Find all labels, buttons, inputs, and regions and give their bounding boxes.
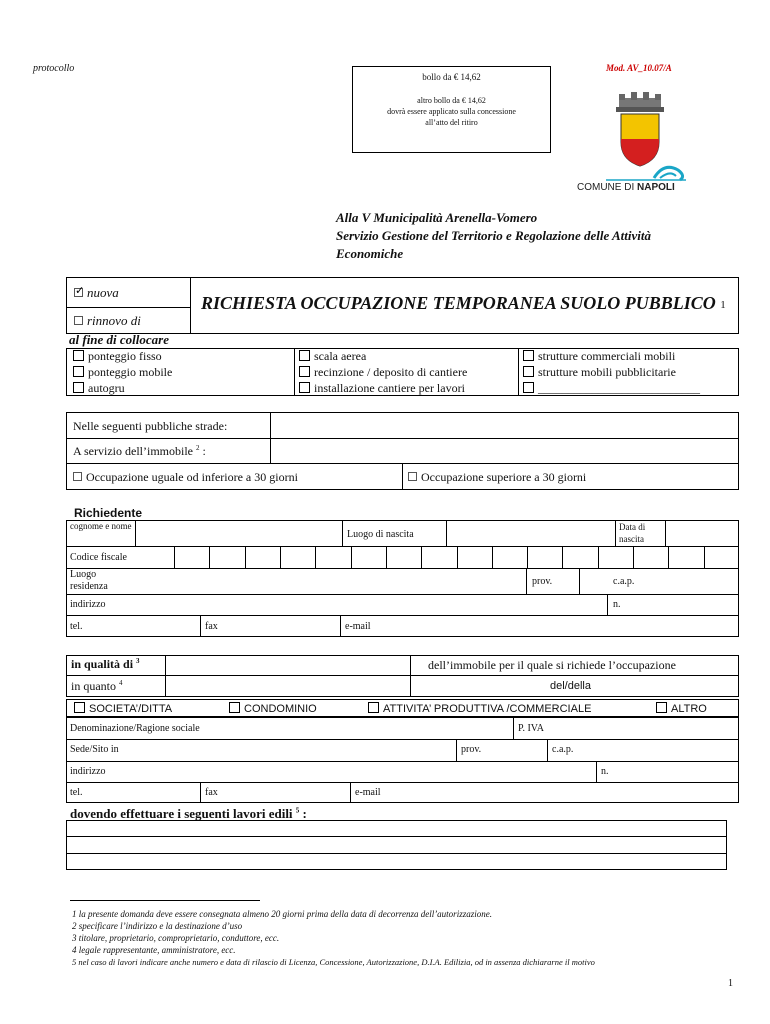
cf-cell-divider xyxy=(174,546,175,568)
option-label: ATTIVITA’ PRODUTTIVA /COMMERCIALE xyxy=(383,703,592,715)
strade-label: Nelle seguenti pubbliche strade: xyxy=(73,419,228,433)
divider xyxy=(615,520,616,546)
option-label: strutture commerciali mobili xyxy=(538,349,676,363)
divider xyxy=(66,568,739,569)
strade-input[interactable] xyxy=(272,414,736,436)
cf-cell-divider xyxy=(280,546,281,568)
cf-cell-divider xyxy=(209,546,210,568)
divider xyxy=(190,277,191,334)
sede-label: Sede/Sito in xyxy=(70,744,119,755)
footnote-separator xyxy=(70,900,260,901)
divider xyxy=(66,675,739,676)
coat-of-arms-icon xyxy=(576,92,700,196)
option-altro-blank[interactable] xyxy=(523,380,700,396)
divider xyxy=(410,655,411,697)
divider xyxy=(607,594,608,615)
cf-cell-divider xyxy=(668,546,669,568)
stamp-line-2: altro bollo da € 14,62 xyxy=(417,96,486,105)
checkbox-icon[interactable] xyxy=(299,350,310,361)
page-title xyxy=(201,293,726,314)
divider xyxy=(294,348,295,396)
option-label: scala aerea xyxy=(314,349,367,363)
collocare-col-3 xyxy=(523,348,700,396)
logo-text: COMUNE DI NAPOLI xyxy=(577,182,675,193)
in-qualita-label xyxy=(71,657,140,672)
divider xyxy=(66,438,739,439)
option-nuova[interactable] xyxy=(74,285,119,301)
sede-fax-label: fax xyxy=(205,787,218,798)
checkbox-icon[interactable] xyxy=(229,702,240,713)
option-label: Occupazione superiore a 30 giorni xyxy=(421,470,587,484)
page-title-text: RICHIESTA OCCUPAZIONE TEMPORANEA SUOLO PUBBLICO xyxy=(201,293,716,313)
divider xyxy=(66,615,739,616)
divider xyxy=(200,782,201,803)
divider xyxy=(526,568,527,594)
divider xyxy=(665,520,666,546)
protocollo-label: protocollo xyxy=(33,63,75,74)
stamp-line-1: bollo da € 14,62 xyxy=(422,72,481,82)
divider xyxy=(402,463,403,490)
recipient-line-3: Economiche xyxy=(336,246,404,261)
option-societa-ditta[interactable] xyxy=(74,702,172,715)
immobile-input[interactable] xyxy=(272,440,736,461)
checkbox-icon[interactable] xyxy=(656,702,667,713)
divider xyxy=(270,412,271,463)
option-attivita-produttiva[interactable] xyxy=(368,702,591,715)
cf-cell-divider xyxy=(562,546,563,568)
divider xyxy=(66,836,727,837)
data-nascita-label: Data di nascita xyxy=(619,522,646,544)
divider xyxy=(66,594,739,595)
option-rinnovo[interactable] xyxy=(74,313,141,329)
divider xyxy=(596,761,597,782)
option-rinnovo-label: rinnovo di xyxy=(87,313,141,328)
indirizzo-label: indirizzo xyxy=(70,599,106,610)
checkbox-icon[interactable] xyxy=(523,382,534,393)
checkbox-icon[interactable] xyxy=(74,316,83,325)
cap-label: c.a.p. xyxy=(613,576,635,587)
divider xyxy=(66,307,190,308)
cf-cell-divider xyxy=(457,546,458,568)
checkbox-icon[interactable] xyxy=(523,366,534,377)
cf-cell-divider xyxy=(492,546,493,568)
data-nascita-input[interactable] xyxy=(667,522,737,544)
footnote-ref: 4 xyxy=(119,679,123,687)
luogo-residenza-input[interactable] xyxy=(124,570,524,592)
checkbox-icon[interactable] xyxy=(73,350,84,361)
sede-indirizzo-label: indirizzo xyxy=(70,766,106,777)
divider xyxy=(342,520,343,546)
sede-email-label: e-mail xyxy=(355,787,381,798)
option-nuova-label: nuova xyxy=(87,285,119,300)
checkbox-icon[interactable] xyxy=(73,382,84,393)
sede-cap-label: c.a.p. xyxy=(552,744,574,755)
divider xyxy=(66,761,739,762)
del-della-label: del/della xyxy=(550,680,591,692)
option-label: ALTRO xyxy=(671,703,707,715)
option-label: ponteggio fisso xyxy=(88,349,162,363)
checkbox-checked-icon[interactable] xyxy=(74,288,83,297)
revenue-stamp-box xyxy=(352,66,551,153)
luogo-nascita-label: Luogo di nascita xyxy=(347,529,414,540)
in-quanto-label xyxy=(71,679,123,694)
divider xyxy=(66,853,727,854)
in-quanto-input[interactable] xyxy=(167,677,408,695)
richiedente-heading: Richiedente xyxy=(74,506,143,520)
option-installazione-cantiere[interactable] xyxy=(299,380,467,396)
recipient-line-1: Alla V Municipalità Arenella-Vomero xyxy=(336,210,538,225)
option-label: CONDOMINIO xyxy=(244,703,317,715)
option-label: installazione cantiere per lavori xyxy=(314,381,465,395)
divider xyxy=(350,782,351,803)
footnote-4: 4 legale rappresentante, amministratore, ecc. xyxy=(72,945,236,955)
cf-cell-divider xyxy=(351,546,352,568)
recipient-address xyxy=(336,209,651,263)
cf-cell-divider xyxy=(633,546,634,568)
option-blank-line: ___________________________ xyxy=(538,381,700,395)
denominazione-label: Denominazione/Ragione sociale xyxy=(70,723,200,734)
checkbox-icon[interactable] xyxy=(408,472,417,481)
footnote-2: 2 specificare l’indirizzo e la destinazione d’uso xyxy=(72,921,243,931)
in-qualita-text: in qualità di xyxy=(71,657,134,671)
sede-tel-label: tel. xyxy=(70,787,83,798)
checkbox-icon[interactable] xyxy=(73,472,82,481)
prov-label: prov. xyxy=(532,576,553,587)
collocare-col-2 xyxy=(299,348,467,396)
checkbox-icon[interactable] xyxy=(299,382,310,393)
immobile-label xyxy=(73,444,206,459)
divider xyxy=(66,782,739,783)
email-label: e-mail xyxy=(345,621,371,632)
indirizzo-input[interactable] xyxy=(115,596,605,614)
checkbox-icon[interactable] xyxy=(299,366,310,377)
codice-fiscale-label: Codice fiscale xyxy=(70,552,127,563)
cf-cell-divider xyxy=(315,546,316,568)
sede-prov-label: prov. xyxy=(461,744,482,755)
recipient-line-2: Servizio Gestione del Territorio e Regolazione delle Attività xyxy=(336,228,651,243)
divider xyxy=(446,520,447,546)
luogo-nascita-input[interactable] xyxy=(448,522,613,544)
footnotes xyxy=(72,908,742,968)
checkbox-icon[interactable] xyxy=(368,702,379,713)
immobile-label-text: A servizio dell’immobile xyxy=(73,444,193,458)
checkbox-icon[interactable] xyxy=(74,702,85,713)
in-quanto-text: in quanto xyxy=(71,679,116,693)
option-autogru[interactable] xyxy=(73,380,172,396)
piva-label: P. IVA xyxy=(518,723,544,734)
footnote-ref: 1 xyxy=(720,299,726,311)
divider xyxy=(547,739,548,761)
cf-cell-divider xyxy=(421,546,422,568)
fax-label: fax xyxy=(205,621,218,632)
codice-fiscale-cells[interactable] xyxy=(174,546,739,568)
divider xyxy=(165,655,166,697)
option-label: ponteggio mobile xyxy=(88,365,173,379)
checkbox-icon[interactable] xyxy=(73,366,84,377)
divider xyxy=(579,568,580,594)
footnote-5: 5 nel caso di lavori indicare anche numero e data di rilascio di Licenza, Concessione, Autorizzazione, D.I.A. Edilizia, od in assenza dichiararne il motivo xyxy=(72,957,595,967)
option-label: strutture mobili pubblicitarie xyxy=(538,365,676,379)
option-altro[interactable] xyxy=(656,702,707,715)
footnote-3: 3 titolare, proprietario, comproprietario, conduttore, ecc. xyxy=(72,933,280,943)
divider xyxy=(66,739,739,740)
cf-cell-divider xyxy=(527,546,528,568)
option-label: autogru xyxy=(88,381,125,395)
checkbox-icon[interactable] xyxy=(523,350,534,361)
stamp-line-3: dovrà essere applicato sulla concessione xyxy=(387,107,516,116)
sede-civico-label: n. xyxy=(601,766,609,777)
lavori-heading-text: dovendo effettuare i seguenti lavori edili xyxy=(70,806,293,821)
tel-label: tel. xyxy=(70,621,83,632)
civico-label: n. xyxy=(613,599,621,610)
option-ponteggio-mobile[interactable] xyxy=(73,364,172,380)
colon: : xyxy=(299,806,307,821)
comune-di-napoli-logo xyxy=(576,92,700,196)
option-label: SOCIETA’/DITTA xyxy=(89,703,173,715)
lavori-box[interactable] xyxy=(66,820,727,870)
page-number: 1 xyxy=(728,978,733,989)
cf-cell-divider xyxy=(386,546,387,568)
option-strutture-commerciali[interactable] xyxy=(523,348,700,364)
divider xyxy=(456,739,457,761)
cognome-nome-label: cognome e nome xyxy=(70,521,132,531)
divider xyxy=(200,615,201,637)
cognome-nome-input[interactable] xyxy=(137,522,340,544)
divider xyxy=(340,615,341,637)
stamp-line-4: all’atto del ritiro xyxy=(425,118,478,127)
collocare-heading: al fine di collocare xyxy=(69,332,170,347)
option-strutture-pubblicitarie[interactable] xyxy=(523,364,700,380)
immobile-occupazione-text: dell’immobile per il quale si richiede l’occupazione xyxy=(428,658,676,672)
option-condominio[interactable] xyxy=(229,702,317,715)
collocare-col-1 xyxy=(73,348,172,396)
option-recinzione[interactable] xyxy=(299,364,467,380)
footnote-ref: 3 xyxy=(136,657,140,665)
cf-cell-divider xyxy=(245,546,246,568)
footnote-1: 1 la presente domanda deve essere consegnata almeno 20 giorni prima della data di decorrenza dell’autorizzazione. xyxy=(72,909,492,919)
cf-cell-divider xyxy=(704,546,705,568)
in-qualita-input[interactable] xyxy=(167,657,408,674)
divider xyxy=(135,520,136,546)
option-ponteggio-fisso[interactable] xyxy=(73,348,172,364)
option-label: recinzione / deposito di cantiere xyxy=(314,365,468,379)
option-occupazione-le-30[interactable] xyxy=(73,470,298,485)
footnote-ref: 2 xyxy=(195,444,200,452)
option-label: Occupazione uguale od inferiore a 30 giorni xyxy=(86,470,298,484)
footnote-ref: 5 xyxy=(295,806,300,815)
colon: : xyxy=(199,444,206,458)
stamp-note xyxy=(353,95,550,128)
luogo-residenza-label: Luogo residenza xyxy=(70,569,108,592)
model-code: Mod. AV_10.07/A xyxy=(606,63,672,73)
option-scala-aerea[interactable] xyxy=(299,348,467,364)
option-occupazione-gt-30[interactable] xyxy=(408,470,586,485)
divider xyxy=(518,348,519,396)
cf-cell-divider xyxy=(598,546,599,568)
divider xyxy=(513,717,514,739)
